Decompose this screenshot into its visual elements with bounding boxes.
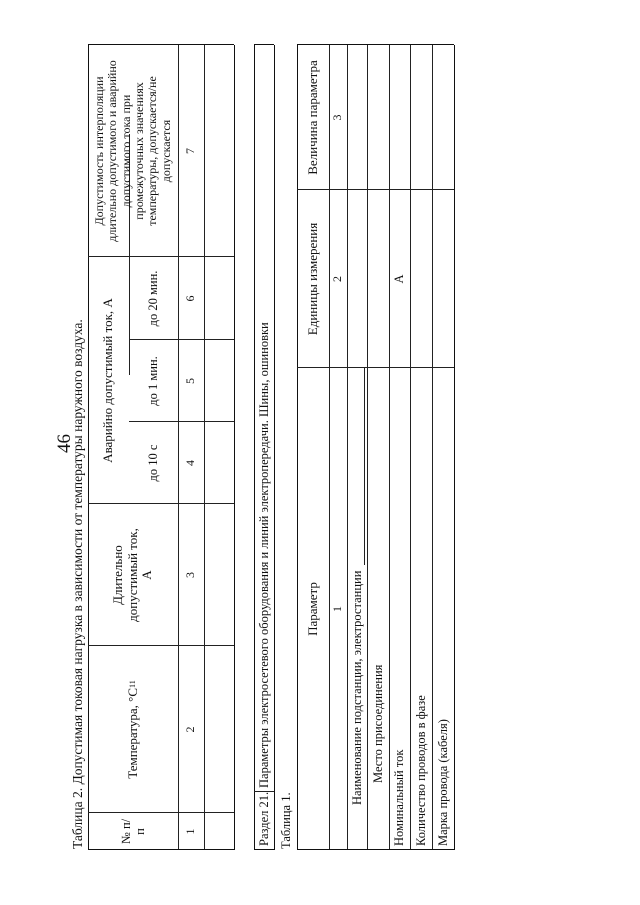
- table2-col-number: 2: [183, 726, 198, 733]
- header-value: Величина параметра: [304, 60, 320, 175]
- table-row-units: [432, 190, 454, 368]
- header-temperature: [88, 646, 178, 813]
- table-row-parameter: Место присоединения: [370, 664, 385, 783]
- table2-col-number: 1: [183, 828, 198, 835]
- table-row-parameter: Марка провода (кабеля): [435, 719, 450, 846]
- header-up-10s: до 10 с: [146, 444, 161, 482]
- table-row-units: [347, 190, 367, 368]
- header-units: Единицы измерения: [304, 222, 320, 336]
- table2-col-number: 6: [183, 295, 198, 302]
- section21-title: Параметры электросетевого оборудования и линий электропередачи. Шины, ошиновки: [256, 322, 271, 788]
- table-row-parameter: Наименование подстанции, электростанции: [349, 570, 364, 805]
- table2-caption: Таблица 2. Допустимая токовая нагрузка в зависимости от температуры наружного воздуха.: [70, 319, 85, 849]
- table2-col-number: 3: [183, 572, 198, 578]
- table2-col-number: 4: [183, 460, 198, 466]
- header-up-20min: до 20 мин.: [146, 270, 161, 327]
- header-up-1min: до 1 мин.: [146, 356, 161, 406]
- footnote-marker: 11: [128, 680, 138, 688]
- header-emergency: Аварийно допустимый ток, А: [100, 298, 116, 463]
- table-row-units: А: [392, 274, 407, 284]
- header-temperature-label: Температура, °С: [124, 687, 140, 779]
- table-row-parameter: Номинальный ток: [392, 749, 407, 846]
- table1-col-number: 3: [330, 114, 345, 121]
- table2-col-number: 7: [183, 148, 198, 154]
- header-num: № п/п: [118, 818, 147, 845]
- header-interpolation: Допустимость интерполяции длительно допустимого и аварийно допустимого тока при промежуточных значениях температуры, допускается/не допускается: [91, 60, 173, 242]
- header-continuous: Длительно допустимый ток, А: [109, 528, 155, 622]
- table2-col-number: 5: [183, 378, 198, 384]
- table1-col-number: 1: [330, 606, 345, 612]
- table1-col-number: 2: [330, 276, 345, 282]
- table-row-units: [410, 190, 432, 368]
- section21-label: Раздел 21.: [256, 791, 271, 846]
- table-row-parameter: Количество проводов в фазе: [413, 695, 428, 846]
- header-parameter: Параметр: [304, 582, 320, 636]
- page-number: 46: [54, 434, 75, 453]
- table-row-units: [367, 190, 389, 368]
- table1-caption: Таблица 1.: [279, 792, 293, 849]
